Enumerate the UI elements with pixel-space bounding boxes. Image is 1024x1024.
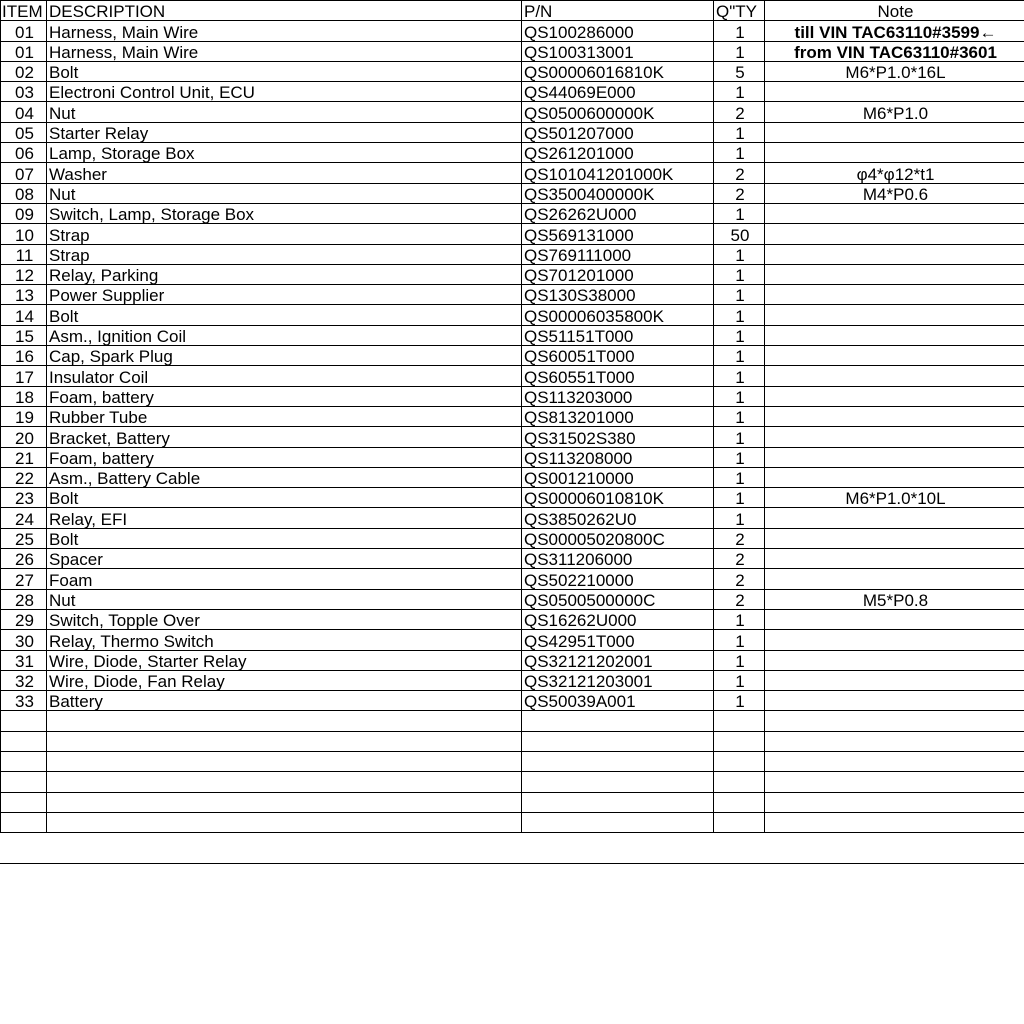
header-item: ITEM: [1, 1, 47, 21]
description-cell: Electroni Control Unit, ECU: [47, 82, 522, 102]
table-row: [1, 772, 1024, 792]
description-cell: Relay, Parking: [47, 264, 522, 284]
part-number-cell: QS26262U000: [522, 203, 714, 223]
description-cell: Battery: [47, 691, 522, 711]
note-cell: [765, 264, 1024, 284]
note-cell: [765, 122, 1024, 142]
part-number-cell: [522, 812, 714, 832]
item-cell: 06: [1, 143, 47, 163]
table-row: [1, 305, 1024, 325]
table-row: [1, 163, 1024, 183]
table-row: [1, 102, 1024, 122]
description-cell: Nut: [47, 183, 522, 203]
part-number-cell: QS813201000: [522, 406, 714, 426]
part-number-cell: QS32121202001: [522, 650, 714, 670]
part-number-cell: QS130S38000: [522, 285, 714, 305]
table-row: [1, 61, 1024, 81]
item-cell: 28: [1, 589, 47, 609]
item-cell: 32: [1, 670, 47, 690]
table-row: [1, 325, 1024, 345]
note-cell: [765, 528, 1024, 548]
item-cell: 03: [1, 82, 47, 102]
note-cell: [765, 406, 1024, 426]
table-row: [1, 224, 1024, 244]
item-cell: 01: [1, 21, 47, 41]
table-row: [1, 346, 1024, 366]
table-row: [1, 792, 1024, 812]
part-number-cell: QS00006010810K: [522, 488, 714, 508]
part-number-cell: QS100286000: [522, 21, 714, 41]
item-cell: 08: [1, 183, 47, 203]
note-cell: [765, 346, 1024, 366]
note-cell: [765, 447, 1024, 467]
quantity-cell: 1: [714, 609, 765, 629]
table-row: [1, 366, 1024, 386]
part-number-cell: [522, 792, 714, 812]
item-cell: 04: [1, 102, 47, 122]
bottom-divider-line: [0, 863, 1024, 864]
item-cell: 16: [1, 346, 47, 366]
quantity-cell: 2: [714, 549, 765, 569]
quantity-cell: 2: [714, 102, 765, 122]
quantity-cell: 2: [714, 163, 765, 183]
item-cell: [1, 812, 47, 832]
note-cell: [765, 285, 1024, 305]
quantity-cell: 1: [714, 630, 765, 650]
note-cell: [765, 325, 1024, 345]
note-cell: [765, 772, 1024, 792]
quantity-cell: 1: [714, 670, 765, 690]
quantity-cell: 1: [714, 447, 765, 467]
part-number-cell: QS113208000: [522, 447, 714, 467]
quantity-cell: 2: [714, 589, 765, 609]
description-cell: Harness, Main Wire: [47, 21, 522, 41]
description-cell: Starter Relay: [47, 122, 522, 142]
item-cell: 09: [1, 203, 47, 223]
part-number-cell: [522, 772, 714, 792]
quantity-cell: 5: [714, 61, 765, 81]
item-cell: 21: [1, 447, 47, 467]
quantity-cell: 2: [714, 528, 765, 548]
quantity-cell: 1: [714, 143, 765, 163]
description-cell: Rubber Tube: [47, 406, 522, 426]
part-number-cell: QS51151T000: [522, 325, 714, 345]
part-number-cell: QS00006035800K: [522, 305, 714, 325]
description-cell: Spacer: [47, 549, 522, 569]
part-number-cell: QS60551T000: [522, 366, 714, 386]
quantity-cell: 1: [714, 325, 765, 345]
quantity-cell: [714, 772, 765, 792]
table-row: [1, 731, 1024, 751]
table-row: [1, 467, 1024, 487]
table-row: [1, 711, 1024, 731]
item-cell: 33: [1, 691, 47, 711]
table-row: [1, 41, 1024, 61]
part-number-cell: QS001210000: [522, 467, 714, 487]
table-row: [1, 670, 1024, 690]
quantity-cell: [714, 751, 765, 771]
description-cell: Washer: [47, 163, 522, 183]
note-cell: [765, 143, 1024, 163]
item-cell: 22: [1, 467, 47, 487]
item-cell: [1, 792, 47, 812]
table-row: [1, 183, 1024, 203]
table-row: [1, 569, 1024, 589]
part-number-cell: QS100313001: [522, 41, 714, 61]
note-cell: [765, 792, 1024, 812]
item-cell: [1, 751, 47, 771]
header-note: Note: [765, 1, 1024, 21]
note-cell: M6*P1.0*10L: [765, 488, 1024, 508]
item-cell: [1, 731, 47, 751]
table-row: [1, 122, 1024, 142]
note-cell: [765, 224, 1024, 244]
quantity-cell: 1: [714, 406, 765, 426]
description-cell: [47, 711, 522, 731]
description-cell: Switch, Lamp, Storage Box: [47, 203, 522, 223]
part-number-cell: QS00006016810K: [522, 61, 714, 81]
quantity-cell: [714, 731, 765, 751]
item-cell: 13: [1, 285, 47, 305]
quantity-cell: 1: [714, 508, 765, 528]
description-cell: Relay, EFI: [47, 508, 522, 528]
part-number-cell: QS769111000: [522, 244, 714, 264]
note-cell: [765, 670, 1024, 690]
quantity-cell: [714, 812, 765, 832]
description-cell: Asm., Battery Cable: [47, 467, 522, 487]
table-row: [1, 488, 1024, 508]
item-cell: 24: [1, 508, 47, 528]
part-number-cell: [522, 751, 714, 771]
description-cell: [47, 792, 522, 812]
item-cell: [1, 711, 47, 731]
part-number-cell: QS311206000: [522, 549, 714, 569]
item-cell: 15: [1, 325, 47, 345]
note-cell: [765, 203, 1024, 223]
table-row: [1, 285, 1024, 305]
quantity-cell: 1: [714, 467, 765, 487]
header-quantity: Q"TY: [714, 1, 765, 21]
description-cell: Foam, battery: [47, 447, 522, 467]
quantity-cell: 2: [714, 569, 765, 589]
description-cell: Power Supplier: [47, 285, 522, 305]
description-cell: Bolt: [47, 305, 522, 325]
quantity-cell: 1: [714, 488, 765, 508]
note-cell: [765, 427, 1024, 447]
description-cell: Foam, battery: [47, 386, 522, 406]
table-row: [1, 264, 1024, 284]
table-row: [1, 203, 1024, 223]
item-cell: 11: [1, 244, 47, 264]
description-cell: Bolt: [47, 488, 522, 508]
item-cell: 12: [1, 264, 47, 284]
quantity-cell: 1: [714, 244, 765, 264]
part-number-cell: QS701201000: [522, 264, 714, 284]
description-cell: Wire, Diode, Starter Relay: [47, 650, 522, 670]
note-cell: M5*P0.8: [765, 589, 1024, 609]
part-number-cell: [522, 711, 714, 731]
quantity-cell: 1: [714, 21, 765, 41]
part-number-cell: QS101041201000K: [522, 163, 714, 183]
description-cell: [47, 812, 522, 832]
description-cell: Cap, Spark Plug: [47, 346, 522, 366]
item-cell: [1, 772, 47, 792]
part-number-cell: QS42951T000: [522, 630, 714, 650]
note-cell: [765, 609, 1024, 629]
note-cell: [765, 569, 1024, 589]
quantity-cell: 50: [714, 224, 765, 244]
item-cell: 14: [1, 305, 47, 325]
table-row: [1, 143, 1024, 163]
part-number-cell: QS3850262U0: [522, 508, 714, 528]
quantity-cell: 1: [714, 386, 765, 406]
quantity-cell: [714, 711, 765, 731]
table-row: [1, 549, 1024, 569]
description-cell: Lamp, Storage Box: [47, 143, 522, 163]
quantity-cell: 1: [714, 691, 765, 711]
table-row: [1, 812, 1024, 832]
description-cell: [47, 751, 522, 771]
quantity-cell: 1: [714, 41, 765, 61]
table-row: [1, 427, 1024, 447]
table-row: [1, 630, 1024, 650]
description-cell: [47, 772, 522, 792]
part-number-cell: [522, 731, 714, 751]
part-number-cell: QS501207000: [522, 122, 714, 142]
item-cell: 27: [1, 569, 47, 589]
note-cell: φ4*φ12*t1: [765, 163, 1024, 183]
note-cell: [765, 711, 1024, 731]
description-cell: Wire, Diode, Fan Relay: [47, 670, 522, 690]
header-description: DESCRIPTION: [47, 1, 522, 21]
item-cell: 17: [1, 366, 47, 386]
quantity-cell: 1: [714, 203, 765, 223]
note-cell: [765, 691, 1024, 711]
note-cell: [765, 650, 1024, 670]
note-cell: M4*P0.6: [765, 183, 1024, 203]
item-cell: 31: [1, 650, 47, 670]
item-cell: 30: [1, 630, 47, 650]
item-cell: 23: [1, 488, 47, 508]
note-cell: [765, 549, 1024, 569]
description-cell: Strap: [47, 244, 522, 264]
item-cell: 25: [1, 528, 47, 548]
header-part-number: P/N: [522, 1, 714, 21]
item-cell: 05: [1, 122, 47, 142]
note-cell: [765, 812, 1024, 832]
item-cell: 20: [1, 427, 47, 447]
table-row: [1, 609, 1024, 629]
description-cell: Foam: [47, 569, 522, 589]
part-number-cell: QS3500400000K: [522, 183, 714, 203]
part-number-cell: QS44069E000: [522, 82, 714, 102]
part-number-cell: QS60051T000: [522, 346, 714, 366]
note-cell: [765, 82, 1024, 102]
table-row: [1, 691, 1024, 711]
quantity-cell: 2: [714, 183, 765, 203]
part-number-cell: QS00005020800C: [522, 528, 714, 548]
table-header-row: [1, 1, 1024, 21]
item-cell: 29: [1, 609, 47, 629]
note-cell: [765, 630, 1024, 650]
quantity-cell: 1: [714, 82, 765, 102]
table-row: [1, 751, 1024, 771]
description-cell: Switch, Topple Over: [47, 609, 522, 629]
table-row: [1, 650, 1024, 670]
note-cell: M6*P1.0*16L: [765, 61, 1024, 81]
note-cell: [765, 508, 1024, 528]
item-cell: 02: [1, 61, 47, 81]
note-cell: [765, 751, 1024, 771]
quantity-cell: [714, 792, 765, 812]
description-cell: Relay, Thermo Switch: [47, 630, 522, 650]
part-number-cell: QS502210000: [522, 569, 714, 589]
part-number-cell: QS31502S380: [522, 427, 714, 447]
item-cell: 07: [1, 163, 47, 183]
item-cell: 26: [1, 549, 47, 569]
description-cell: Strap: [47, 224, 522, 244]
part-number-cell: QS0500600000K: [522, 102, 714, 122]
table-row: [1, 447, 1024, 467]
table-row: [1, 508, 1024, 528]
note-cell: [765, 731, 1024, 751]
quantity-cell: 1: [714, 650, 765, 670]
note-cell: from VIN TAC63110#3601: [765, 41, 1024, 61]
item-cell: 19: [1, 406, 47, 426]
quantity-cell: 1: [714, 346, 765, 366]
description-cell: Nut: [47, 102, 522, 122]
description-cell: Bracket, Battery: [47, 427, 522, 447]
quantity-cell: 1: [714, 122, 765, 142]
part-number-cell: QS16262U000: [522, 609, 714, 629]
table-row: [1, 244, 1024, 264]
description-cell: Asm., Ignition Coil: [47, 325, 522, 345]
part-number-cell: QS113203000: [522, 386, 714, 406]
part-number-cell: QS261201000: [522, 143, 714, 163]
note-cell: M6*P1.0: [765, 102, 1024, 122]
item-cell: 01: [1, 41, 47, 61]
quantity-cell: 1: [714, 264, 765, 284]
quantity-cell: 1: [714, 427, 765, 447]
description-cell: Nut: [47, 589, 522, 609]
table-row: [1, 528, 1024, 548]
table-row: [1, 406, 1024, 426]
description-cell: Bolt: [47, 528, 522, 548]
item-cell: 18: [1, 386, 47, 406]
note-cell: till VIN TAC63110#3599←: [765, 21, 1024, 41]
table-row: [1, 589, 1024, 609]
note-cell: [765, 305, 1024, 325]
description-cell: [47, 731, 522, 751]
note-cell: [765, 366, 1024, 386]
note-cell: [765, 386, 1024, 406]
description-cell: Bolt: [47, 61, 522, 81]
part-number-cell: QS569131000: [522, 224, 714, 244]
part-number-cell: QS32121203001: [522, 670, 714, 690]
quantity-cell: 1: [714, 305, 765, 325]
note-cell: [765, 467, 1024, 487]
item-cell: 10: [1, 224, 47, 244]
table-row: [1, 386, 1024, 406]
description-cell: Insulator Coil: [47, 366, 522, 386]
note-cell: [765, 244, 1024, 264]
quantity-cell: 1: [714, 285, 765, 305]
table-row: [1, 21, 1024, 41]
description-cell: Harness, Main Wire: [47, 41, 522, 61]
part-number-cell: QS50039A001: [522, 691, 714, 711]
table-body: [1, 21, 1024, 833]
quantity-cell: 1: [714, 366, 765, 386]
table-row: [1, 82, 1024, 102]
part-number-cell: QS0500500000C: [522, 589, 714, 609]
